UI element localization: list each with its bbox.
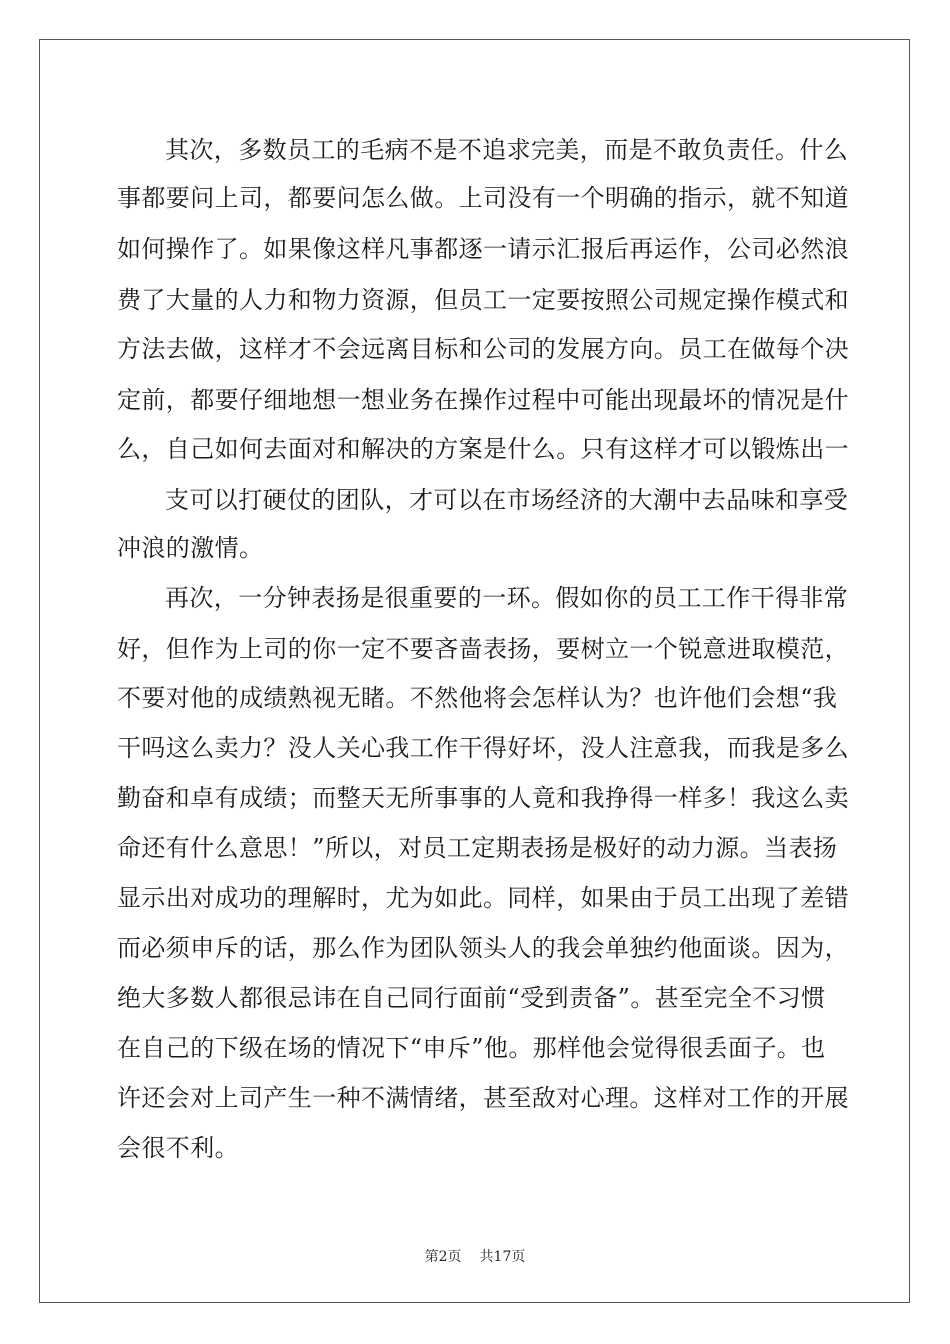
page-border [39,39,910,1303]
text-line: 在自己的下级在场的情况下“申斥”他。那样他会觉得很丢面子。也 [117,1034,826,1062]
page-total: 共17页 [479,1249,526,1265]
text-line: 方法去做，这样才不会远离目标和公司的发展方向。员工在做每个决 [117,335,849,363]
text-line: 好，但作为上司的你一定不要吝啬表扬，要树立一个锐意进取模范， [117,635,849,663]
text-line: 么，自己如何去面对和解决的方案是什么。只有这样才可以锻炼出一 [117,435,849,463]
page-footer [0,1248,950,1266]
text-line: 定前，都要仔细地想一想业务在操作过程中可能出现最坏的情况是什 [117,386,849,414]
text-line: 勤奋和卓有成绩；而整天无所事事的人竟和我挣得一样多！我这么卖 [117,784,849,812]
text-line: 绝大多数人都很忌讳在自己同行面前“受到责备”。甚至完全不习惯 [117,984,826,1012]
text-line: 命还有什么意思！”所以，对员工定期表扬是极好的动力源。当表扬 [117,834,838,862]
text-line: 其次，多数员工的毛病不是不追求完美，而是不敢负责任。什么 [165,136,849,164]
text-line: 干吗这么卖力？没人关心我工作干得好坏，没人注意我，而我是多么 [117,734,849,762]
text-line: 如何操作了。如果像这样凡事都逐一请示汇报后再运作，公司必然浪 [117,235,849,263]
text-line: 显示出对成功的理解时，尤为如此。同样，如果由于员工出现了差错 [117,884,849,912]
text-line: 事都要问上司，都要问怎么做。上司没有一个明确的指示，就不知道 [117,184,849,212]
text-line: 费了大量的人力和物力资源，但员工一定要按照公司规定操作模式和 [117,286,849,314]
text-line: 许还会对上司产生一种不满情绪，甚至敌对心理。这样对工作的开展 [117,1084,849,1112]
text-line: 不要对他的成绩熟视无睹。不然他将会怎样认为？也许他们会想“我 [117,684,838,712]
text-line: 会很不利。 [117,1134,239,1162]
text-line: 再次，一分钟表扬是很重要的一环。假如你的员工工作干得非常 [165,584,849,612]
page-number: 第2页 [424,1249,462,1265]
text-line: 支可以打硬仗的团队，才可以在市场经济的大潮中去品味和享受 [165,486,849,514]
text-line: 而必须申斥的话，那么作为团队领头人的我会单独约他面谈。因为， [117,934,849,962]
text-line: 冲浪的激情。 [117,534,264,562]
